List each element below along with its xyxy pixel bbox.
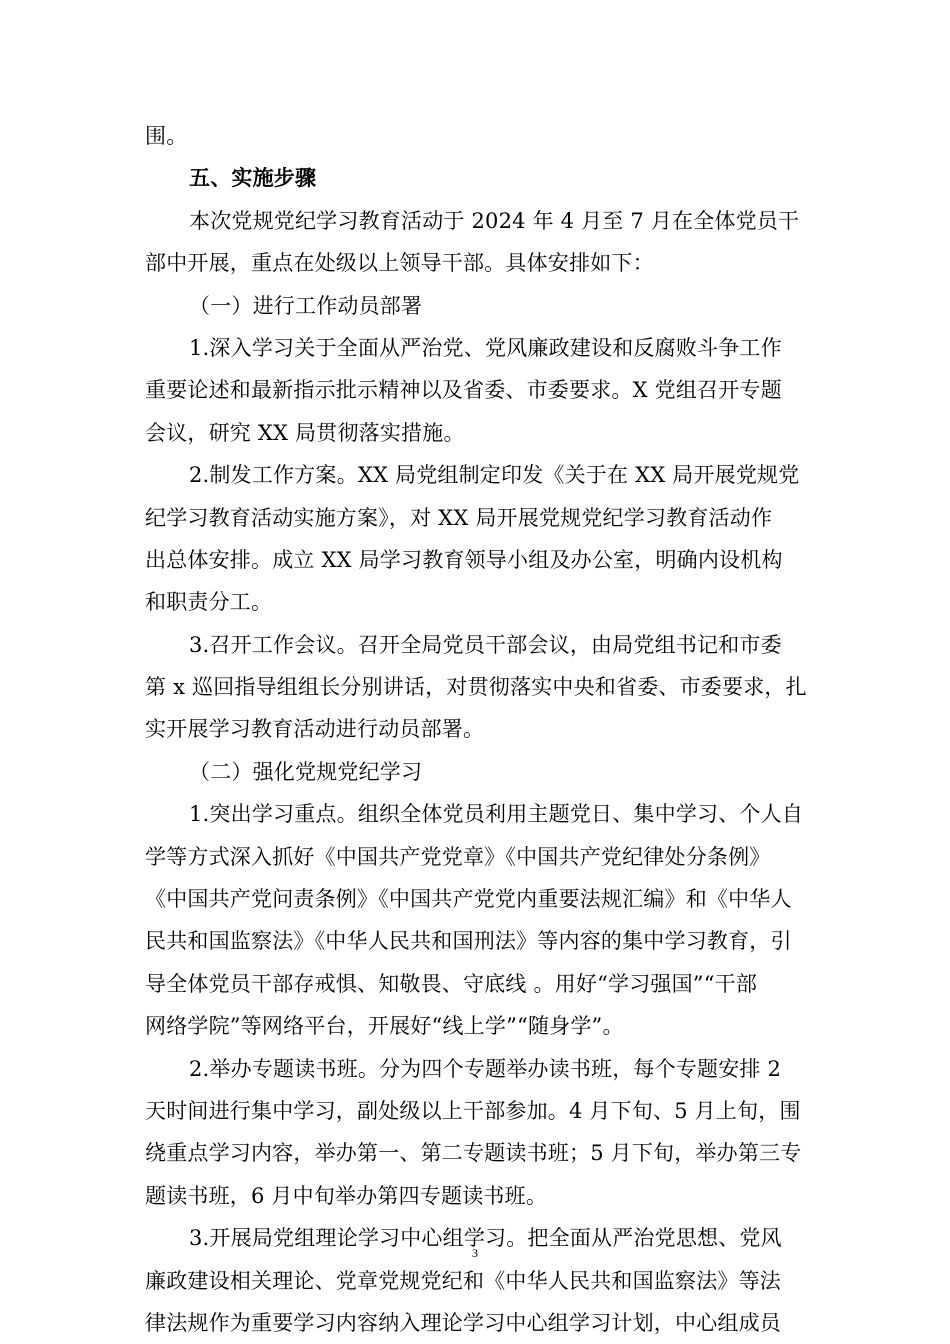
text-line: 出总体安排。成立 XX 局学习教育领导小组及办公室，明确内设机构 bbox=[145, 547, 783, 572]
text-line: 网络学院”等网络平台，开展好“线上学”“随身学”。 bbox=[145, 1014, 624, 1039]
text-line: 律法规作为重要学习内容纳入理论学习中心组学习计划，中心组成员 bbox=[145, 1310, 781, 1335]
text-line: 第 x 巡回指导组组长分别讲话，对贯彻落实中央和省委、市委要求，扎 bbox=[145, 675, 807, 700]
text-line: 部中开展，重点在处级以上领导干部。具体安排如下： bbox=[145, 251, 654, 276]
text-line: 五、实施步骤 bbox=[189, 165, 317, 191]
text-line: 民共和国监察法》《中华人民共和国刑法》等内容的集中学习教育，引 bbox=[145, 929, 792, 954]
page-number: 3 bbox=[472, 1246, 478, 1260]
text-line: 重要论述和最新指示批示精神以及省委、市委要求。X 党组召开专题 bbox=[145, 378, 782, 403]
text-line: 1.突出学习重点。组织全体党员利用主题党日、集中学习、个人自 bbox=[189, 802, 804, 827]
text-line: 《中国共产党问责条例》《中国共产党党内重要法规汇编》和《中华人 bbox=[145, 887, 792, 912]
text-line: 3.召开工作会议。召开全局党员干部会议，由局党组书记和市委 bbox=[189, 632, 782, 657]
text-line: 会议，研究 XX 局贯彻落实措施。 bbox=[145, 420, 465, 445]
text-line: （一）进行工作动员部署 bbox=[189, 293, 423, 318]
text-line: 学等方式深入抓好《中国共产党党章》《中国共产党纪律处分条例》 bbox=[145, 844, 771, 869]
document-body bbox=[145, 115, 807, 1344]
text-line: 绕重点学习内容，举办第一、第二专题读书班；5 月下旬，举办第三专 bbox=[145, 1141, 802, 1166]
text-line: 纪学习教育活动实施方案》，对 XX 局开展党规党纪学习教育活动作 bbox=[145, 505, 773, 530]
text-line: 3.开展局党组理论学习中心组学习。把全面从严治党思想、党风 bbox=[189, 1226, 782, 1251]
text-line: 和职责分工。 bbox=[145, 590, 273, 615]
text-line: 2.举办专题读书班。分为四个专题举办读书班，每个专题安排 2 bbox=[189, 1056, 782, 1081]
text-line: 本次党规党纪学习教育活动于 2024 年 4 月至 7 月在全体党员干 bbox=[189, 208, 800, 233]
text-line: 天时间进行集中学习，副处级以上干部参加。4 月下旬、5 月上旬，围 bbox=[145, 1098, 801, 1123]
text-line: 1.深入学习关于全面从严治党、党风廉政建设和反腐败斗争工作 bbox=[189, 335, 782, 360]
text-line: 2.制发工作方案。XX 局党组制定印发《关于在 XX 局开展党规党 bbox=[189, 463, 800, 488]
text-line: 实开展学习教育活动进行动员部署。 bbox=[145, 717, 485, 742]
text-line: 廉政建设相关理论、党章党规党纪和《中华人民共和国监察法》等法 bbox=[145, 1268, 781, 1293]
text-line: 题读书班，6 月中旬举办第四专题读书班。 bbox=[145, 1183, 548, 1208]
text-line: 导全体党员干部存戒惧、知敬畏、守底线 。用好“学习强国”“干部 bbox=[145, 971, 758, 996]
text-line: （二）强化党规党纪学习 bbox=[189, 759, 423, 784]
text-line: 围。 bbox=[145, 124, 188, 148]
